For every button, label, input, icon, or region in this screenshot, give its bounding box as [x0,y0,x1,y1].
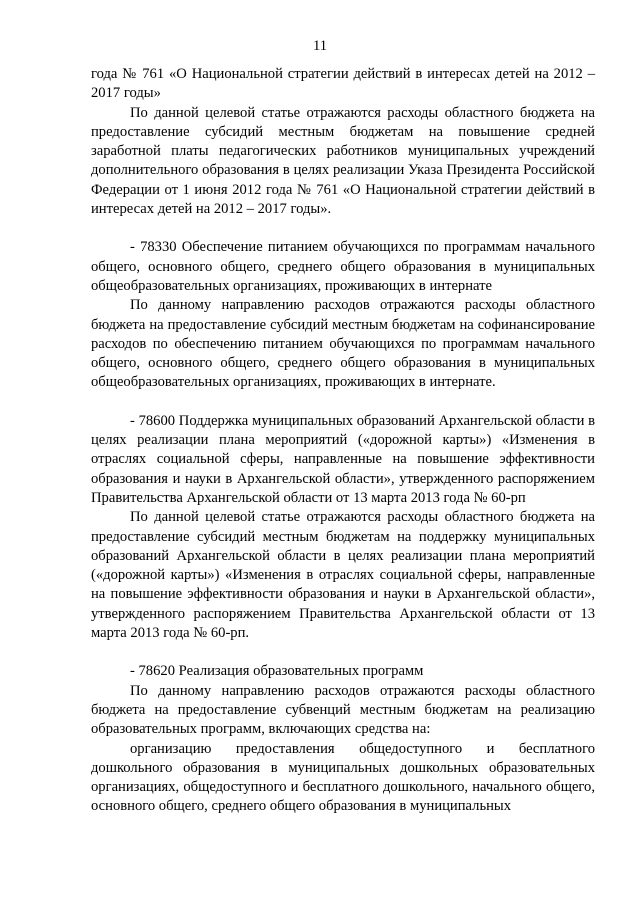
paragraph-78330: По данному направлению расходов отражаются расходы областного бюджета на предоставление субсидий местным бюджетам на софинансирование расходов по обеспечению питанием обучающихся по программам начального общего, основного общего, среднего общего образования в муниципальных общеобразовательных организациях, проживающих в интернате. [91,297,595,391]
page-body [91,65,595,817]
spacer [91,643,595,662]
paragraph-target-article: По данной целевой статье отражаются расходы областного бюджета на предоставление субсидий местным бюджетам на повышение средней заработной платы педагогических работников муниципальных учреждений дополнительного образования в целях реализации Указа Президента Российской Федерации от 1 июня 2012 года № 761 «О Национальной стратегии действий в интересах детей на 2012 – 2017 годы». [91,104,595,218]
heading-78330: - 78330 Обеспечение питанием обучающихся по программам начального общего, основного общего, среднего общего образования в муниципальных общеобразовательных организациях, проживающих в интернате [91,239,595,294]
paragraph-78600: По данной целевой статье отражаются расходы областного бюджета на предоставление субсидий местным бюджетам на поддержку муниципальных образований Архангельской области в целях реализации плана мероприятий («дорожной карты») «Изменения в отраслях социальной сферы, направленные на повышение эффективности образования и науки в Архангельской области», утвержденного распоряжением Правительства Архангельской области от 13 марта 2013 года № 60-рп. [91,509,595,642]
paragraph-78620: По данному направлению расходов отражаются расходы областного бюджета на предоставление субвенций местным бюджетам на реализацию образовательных программ, включающих средства на: [91,682,595,738]
paragraph-78620-item: организацию предоставления общедоступного и бесплатного дошкольного образования в муниципальных дошкольных образовательных организациях, общедоступного и бесплатного дошкольного, начального общего, основного общего, среднего общего образования в муниципальных [91,740,595,815]
heading-78620: - 78620 Реализация образовательных программ [130,663,424,680]
paragraph-continuation: года № 761 «О Национальной стратегии действий в интересах детей на 2012 – 2017 годы» [91,66,595,102]
spacer [91,219,595,238]
spacer [91,393,595,412]
heading-78600: - 78600 Поддержка муниципальных образований Архангельской области в целях реализации плана мероприятий («дорожной карты») «Изменения в отраслях социальной сферы, направленные на повышение эффективности образования и науки в Архангельской области», утвержденного распоряжением Правительства Архангельской области от 13 марта 2013 года № 60-рп [91,412,595,506]
page-number: 11 [312,38,328,54]
